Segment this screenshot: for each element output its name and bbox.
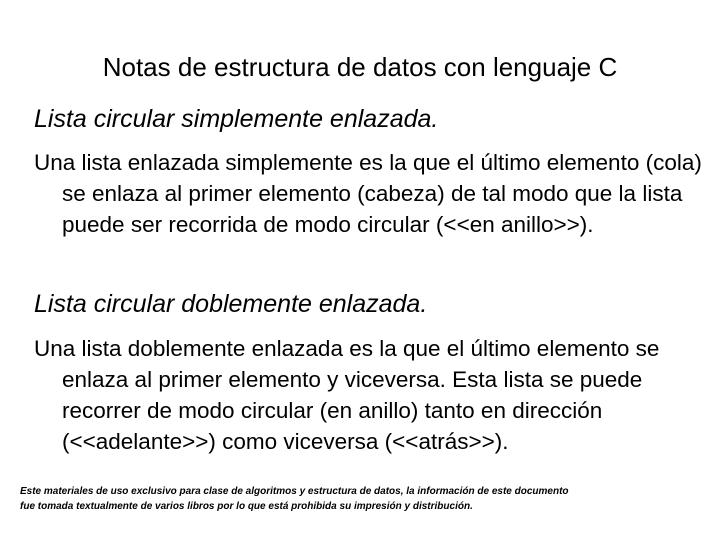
- footer-line-2: fue tomada textualmente de varios libros por lo que está prohibida su impresión y distribución.: [20, 501, 473, 512]
- section-body-simple-circular-list: Una lista enlazada simplemente es la que el último elemento (cola) se enlaza al primer elemento (cabeza) de tal modo que la lista puede ser recorrida de modo circular (<<en anillo>>).: [34, 150, 702, 237]
- section-heading-simple-circular-list: Lista circular simplemente enlazada.: [34, 105, 439, 133]
- section-heading-double-circular-list: Lista circular doblemente enlazada.: [34, 290, 428, 318]
- footer-notice: [20, 484, 710, 514]
- footer-line-1: Este materiales de uso exclusivo para clase de algoritmos y estructura de datos, la información de este documento: [20, 486, 569, 497]
- section-body-double-circular-list: Una lista doblemente enlazada es la que el último elemento se enlaza al primer elemento y viceversa. Esta lista se puede recorrer de modo circular (en anillo) tanto en dirección (<<adelante>>) como viceversa (<<atrás>>).: [34, 336, 660, 454]
- slide-title: Notas de estructura de datos con lenguaje C: [102, 52, 618, 82]
